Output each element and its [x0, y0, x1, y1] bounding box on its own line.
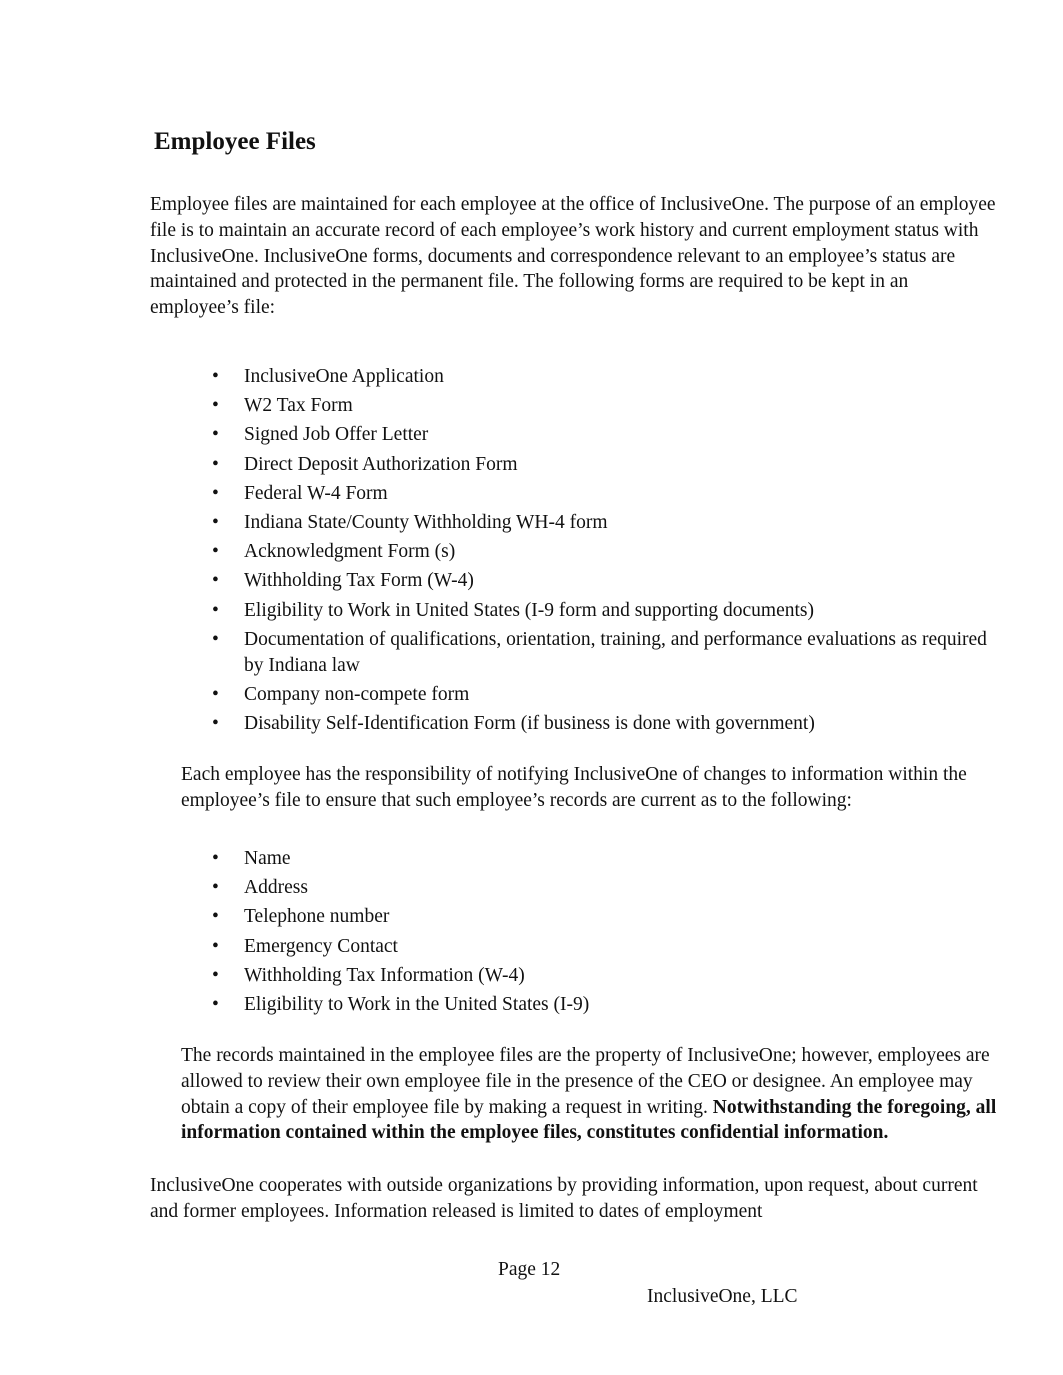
- list-item: • Withholding Tax Form (W-4): [212, 568, 1002, 594]
- list-item: • Telephone number: [212, 904, 1002, 930]
- bullet-icon: •: [212, 964, 219, 986]
- confidential-notice: Notwithstanding the foregoing, all information contained within the employee files, constitutes confidential information.: [181, 1096, 997, 1144]
- bullet-icon: •: [212, 628, 219, 650]
- bullet-icon: •: [212, 683, 219, 705]
- records-text: The records maintained in the employee files are the property of InclusiveOne; however, employees are allowed to review their own employee file in the presence of the CEO or designee. An employee may obtain a copy of their employee file by making a request in writing.: [181, 1045, 990, 1118]
- bullet-icon: •: [212, 453, 219, 475]
- list-item: • Acknowledgment Form (s): [212, 539, 1002, 565]
- bullet-icon: •: [212, 511, 219, 533]
- bullet-icon: •: [212, 935, 219, 957]
- list-item: • Signed Job Offer Letter: [212, 422, 1002, 448]
- bullet-icon: •: [212, 570, 219, 592]
- bullet-icon: •: [212, 906, 219, 928]
- page-number: Page 12: [498, 1259, 561, 1280]
- company-footer: InclusiveOne, LLC: [647, 1286, 798, 1307]
- bullet-icon: •: [212, 541, 219, 563]
- list-item: • Emergency Contact: [212, 934, 1002, 960]
- cooperate-paragraph: InclusiveOne cooperates with outside organizations by providing information, upon request, about current and former employees. Information released is limited to dates of employment: [150, 1175, 978, 1222]
- list-item: • Direct Deposit Authorization Form: [212, 452, 1002, 478]
- bullet-icon: •: [212, 424, 219, 446]
- list-item: • Eligibility to Work in United States (I-9 form and supporting documents): [212, 598, 1002, 624]
- list-item: • Eligibility to Work in the United States (I-9): [212, 992, 1002, 1018]
- bullet-icon: •: [212, 482, 219, 504]
- list-item: • Withholding Tax Information (W-4): [212, 963, 1002, 989]
- notify-paragraph: Each employee has the responsibility of notifying InclusiveOne of changes to information within the employee’s file to ensure that such employee’s records are current as to the following:: [181, 764, 967, 811]
- list-item: • Address: [212, 875, 1002, 901]
- bullet-icon: •: [212, 599, 219, 621]
- records-paragraph: [181, 1043, 1001, 1146]
- bullet-icon: •: [212, 366, 219, 387]
- list-item: • Disability Self-Identification Form (if business is done with government): [212, 711, 1002, 737]
- list-item: • InclusiveOne Application: [212, 364, 1002, 390]
- list-item: • Documentation of qualifications, orientation, training, and performance evaluations as required by Indiana law: [212, 628, 987, 676]
- list-item: • Federal W-4 Form: [212, 481, 1002, 507]
- intro-paragraph: Employee files are maintained for each employee at the office of InclusiveOne. The purpose of an employee file is to maintain an accurate record of each employee’s work history and current employment status with InclusiveOne. InclusiveOne forms, documents and correspondence relevant to an employee’s status are maintained and protected in the permanent file. The following forms are required to be kept in an employee’s file:: [150, 194, 996, 319]
- update-items-list: [212, 846, 1002, 1021]
- page-title: Employee Files: [154, 128, 316, 155]
- list-item: • Indiana State/County Withholding WH-4 form: [212, 510, 1002, 536]
- list-item: • Name: [212, 846, 1002, 872]
- bullet-icon: •: [212, 848, 219, 869]
- list-item: • Company non-compete form: [212, 682, 1002, 708]
- bullet-icon: •: [212, 993, 219, 1015]
- bullet-icon: •: [212, 877, 219, 899]
- list-item: • W2 Tax Form: [212, 393, 1002, 419]
- bullet-icon: •: [212, 713, 219, 735]
- required-forms-list: [212, 364, 1002, 740]
- bullet-icon: •: [212, 395, 219, 417]
